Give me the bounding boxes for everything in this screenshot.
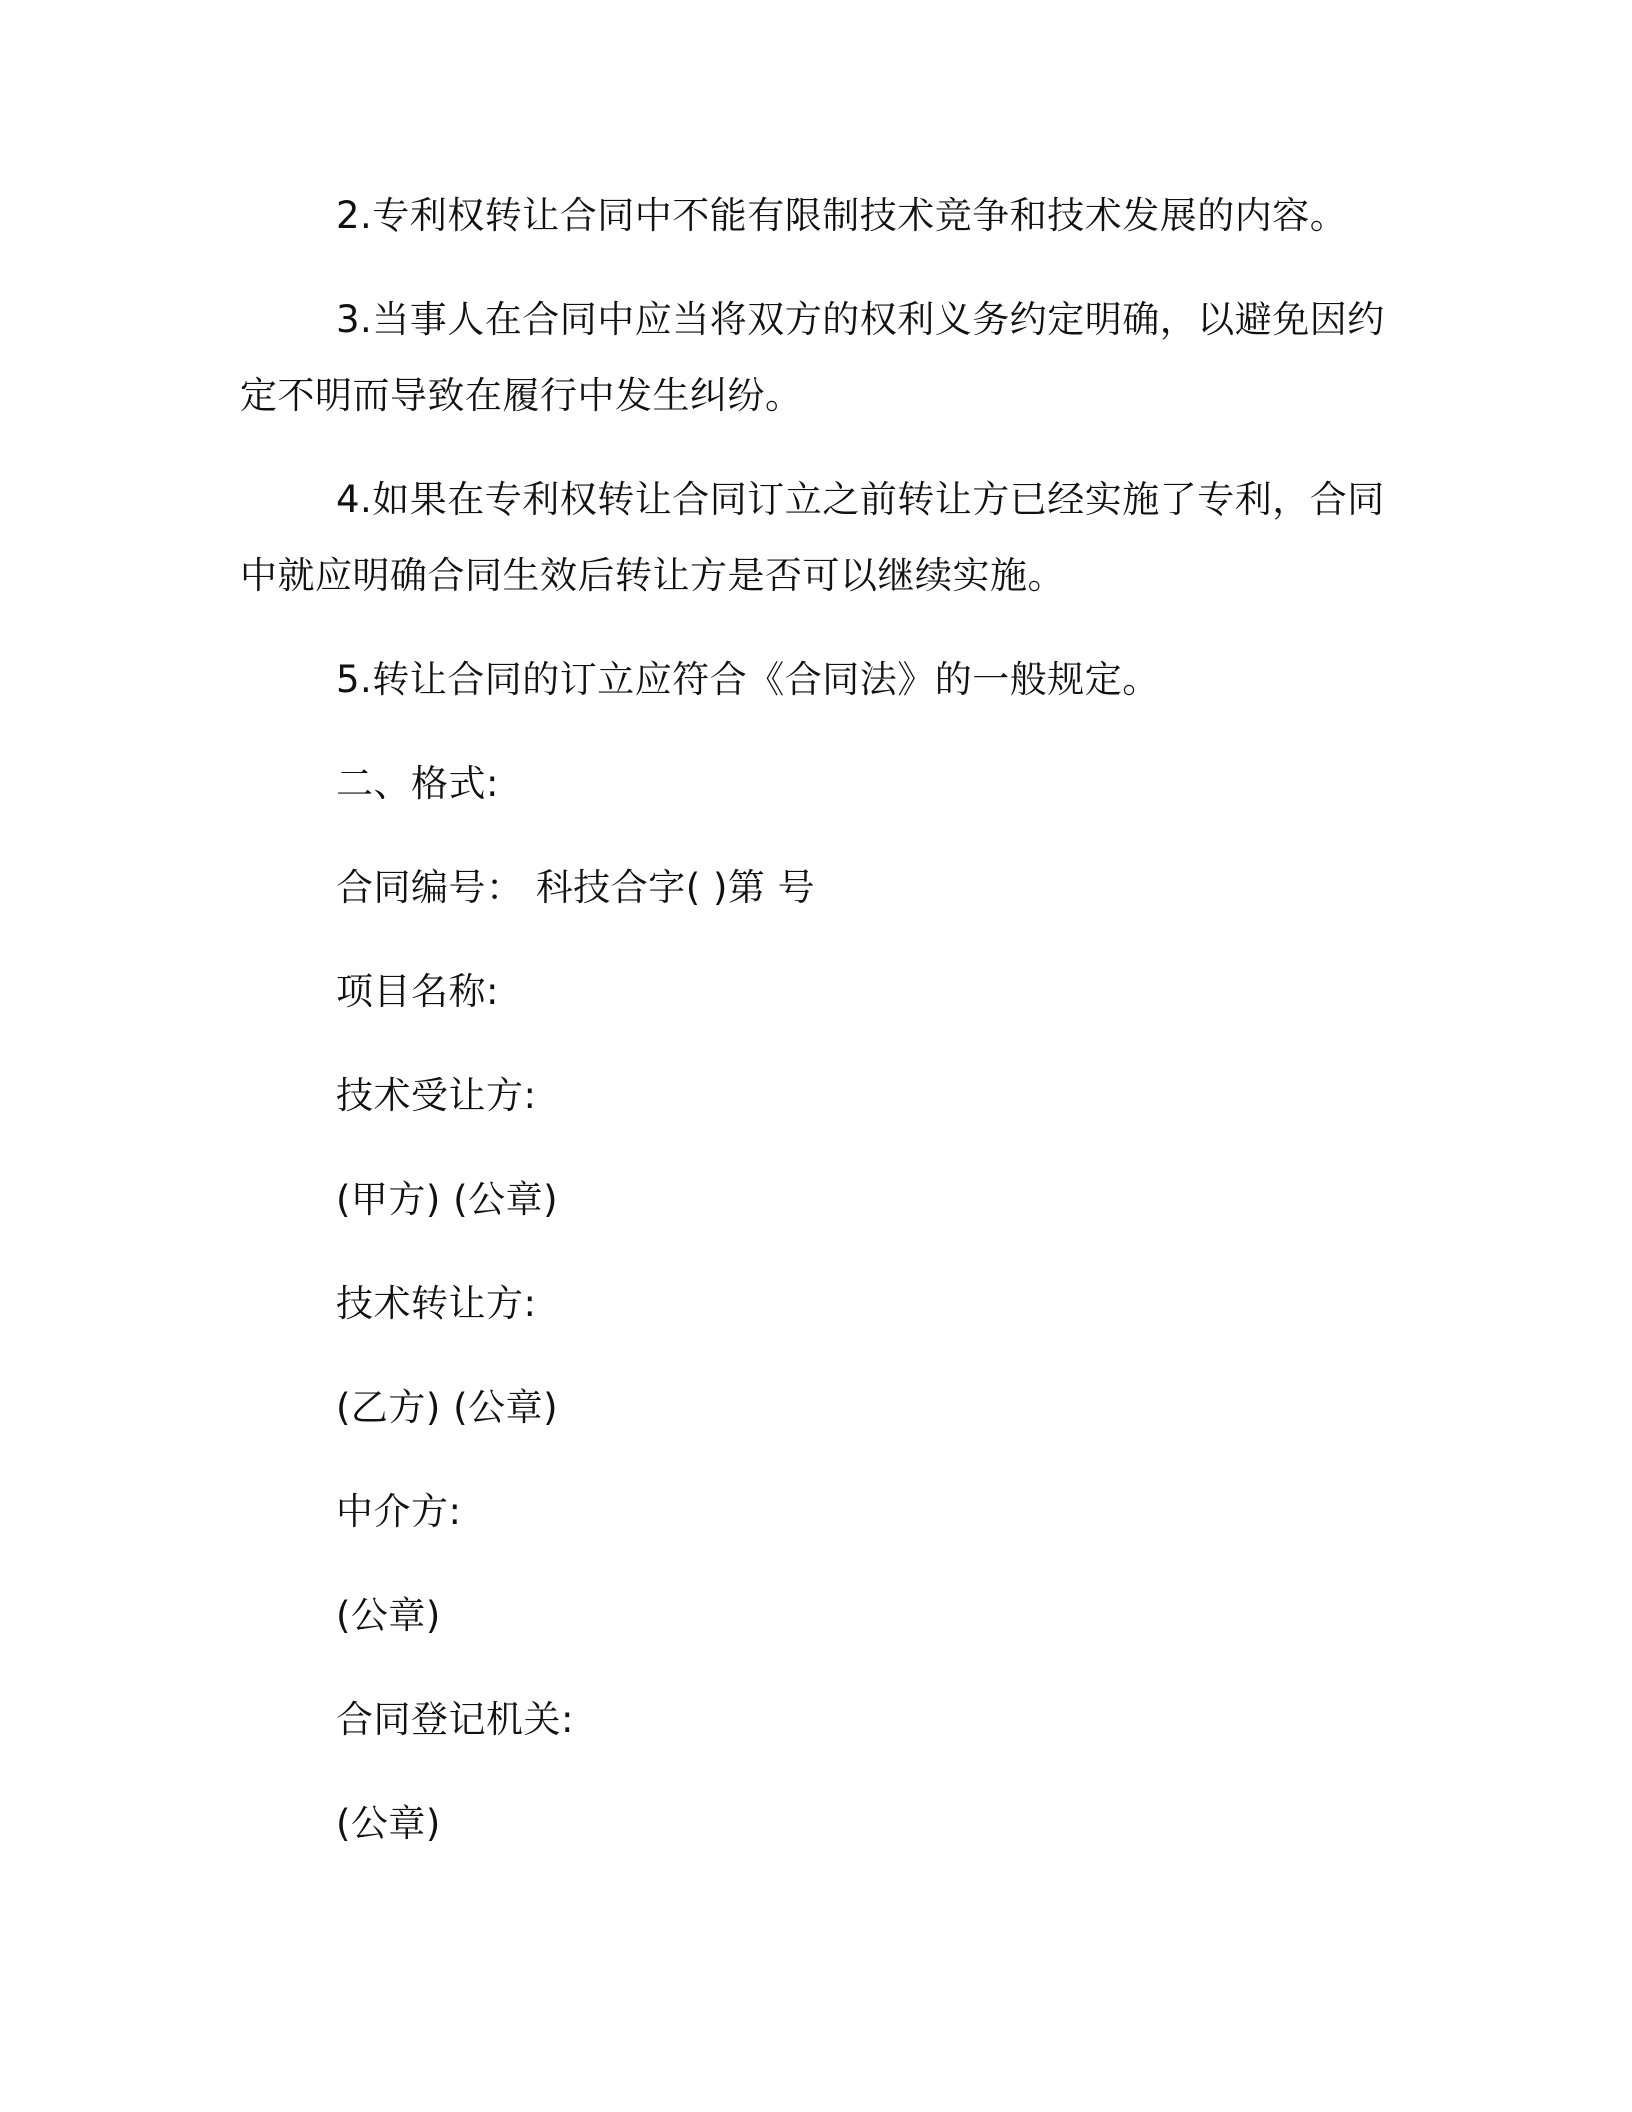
transferor-field: 技术转让方: bbox=[336, 1282, 537, 1325]
intermediary-field: 中介方: bbox=[336, 1490, 462, 1533]
note-item-4-line-2: 中就应明确合同生效后转让方是否可以继续实施。 bbox=[240, 554, 1065, 597]
registration-seal: (公章) bbox=[336, 1802, 441, 1845]
project-name-field: 项目名称: bbox=[336, 970, 499, 1013]
party-a-seal: (甲方) (公章) bbox=[336, 1178, 559, 1221]
intermediary-seal: (公章) bbox=[336, 1594, 441, 1637]
registration-authority-field: 合同登记机关: bbox=[336, 1698, 574, 1741]
party-b-seal: (乙方) (公章) bbox=[336, 1386, 559, 1429]
transferee-field: 技术受让方: bbox=[336, 1074, 537, 1117]
note-item-4-line-1: 4.如果在专利权转让合同订立之前转让方已经实施了专利，合同 bbox=[336, 478, 1385, 521]
format-heading: 二、格式: bbox=[336, 762, 499, 805]
note-item-2: 2.专利权转让合同中不能有限制技术竞争和技术发展的内容。 bbox=[336, 194, 1348, 237]
contract-number-field: 合同编号： 科技合字( )第 号 bbox=[336, 866, 816, 909]
note-item-3-line-2: 定不明而导致在履行中发生纠纷。 bbox=[240, 374, 803, 417]
note-item-5: 5.转让合同的订立应符合《合同法》的一般规定。 bbox=[336, 658, 1160, 701]
note-item-3-line-1: 3.当事人在合同中应当将双方的权利义务约定明确，以避免因约 bbox=[336, 298, 1385, 341]
